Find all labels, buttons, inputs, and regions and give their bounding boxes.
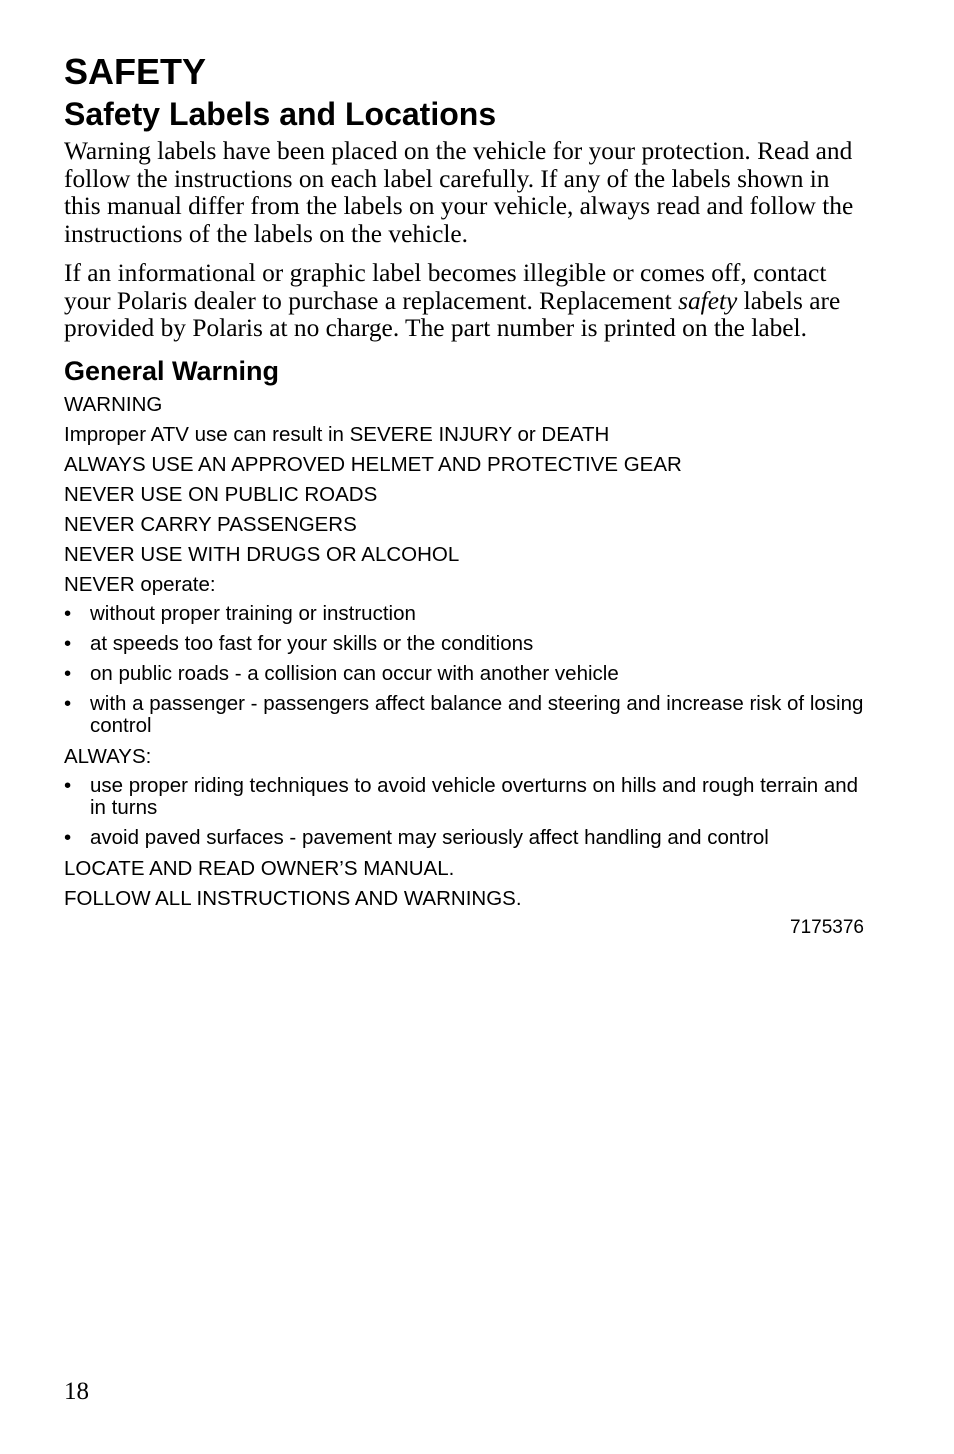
always-list bbox=[64, 775, 864, 849]
bullet-icon: • bbox=[64, 691, 72, 715]
page-heading: Safety Labels and Locations bbox=[64, 96, 497, 132]
intro-paragraph-2 bbox=[64, 260, 864, 343]
list-item-text: use proper riding techniques to avoid vehicle overturns on hills and rough terrain and in turns bbox=[90, 773, 859, 819]
bullet-icon: • bbox=[64, 661, 72, 685]
bullet-icon: • bbox=[64, 631, 72, 655]
list-item-text: avoid paved surfaces - pavement may seriously affect handling and control bbox=[90, 825, 769, 849]
warning-label-text bbox=[64, 393, 864, 939]
never-operate-heading: NEVER operate: bbox=[64, 572, 216, 596]
list-item bbox=[64, 693, 864, 737]
list-item-text: without proper training or instruction bbox=[90, 601, 416, 625]
closing-line: LOCATE AND READ OWNER’S MANUAL. bbox=[64, 856, 455, 880]
list-item bbox=[64, 603, 864, 625]
warning-line: NEVER USE ON PUBLIC ROADS bbox=[64, 482, 378, 506]
list-item-text: at speeds too fast for your skills or the conditions bbox=[90, 631, 534, 655]
warning-line: ALWAYS USE AN APPROVED HELMET AND PROTECTIVE GEAR bbox=[64, 452, 682, 476]
part-number: 7175376 bbox=[790, 916, 864, 938]
warning-line: Improper ATV use can result in SEVERE INJURY or DEATH bbox=[64, 422, 610, 446]
bullet-icon: • bbox=[64, 825, 72, 849]
warning-line: NEVER USE WITH DRUGS OR ALCOHOL bbox=[64, 542, 460, 566]
manual-page bbox=[64, 52, 864, 939]
general-warning-heading: General Warning bbox=[64, 355, 280, 386]
always-heading: ALWAYS: bbox=[64, 744, 152, 768]
bullet-icon: • bbox=[64, 601, 72, 625]
intro-paragraph-2-part-2: labels are provided by Polaris at no charge. The part number is printed on the label. bbox=[64, 286, 841, 342]
intro-paragraph-2-part-1: If an informational or graphic label becomes illegible or comes off, contact your Polaris dealer to purchase a replacement. Replacement bbox=[64, 259, 827, 315]
section-title: SAFETY bbox=[64, 51, 207, 92]
bullet-icon: • bbox=[64, 773, 72, 797]
intro-paragraph-1: Warning labels have been placed on the vehicle for your protection. Read and follow the instructions on each label carefully. If any of the labels shown in this manual differ from the labels on your vehicle, always read and follow the instructions of the labels on the vehicle. bbox=[64, 137, 854, 248]
list-item-text: with a passenger - passengers affect balance and steering and increase risk of losing control bbox=[90, 691, 864, 737]
warning-title: WARNING bbox=[64, 392, 163, 416]
closing-line: FOLLOW ALL INSTRUCTIONS AND WARNINGS. bbox=[64, 886, 522, 910]
never-operate-list bbox=[64, 603, 864, 737]
list-item bbox=[64, 663, 864, 685]
list-item-text: on public roads - a collision can occur with another vehicle bbox=[90, 661, 619, 685]
page-number: 18 bbox=[64, 1378, 89, 1405]
list-item bbox=[64, 775, 864, 819]
list-item bbox=[64, 633, 864, 655]
warning-line: NEVER CARRY PASSENGERS bbox=[64, 512, 357, 536]
list-item bbox=[64, 827, 864, 849]
intro-paragraph-2-emphasis: safety bbox=[678, 286, 738, 315]
